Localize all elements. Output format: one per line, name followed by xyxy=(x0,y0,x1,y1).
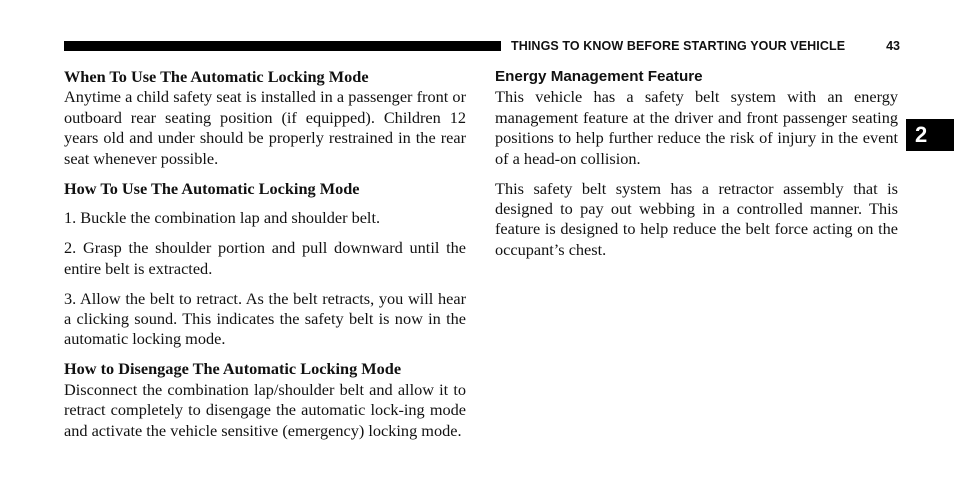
header-rule xyxy=(64,41,501,51)
how-heading: How To Use The Automatic Locking Mode xyxy=(64,178,360,198)
page-number: 43 xyxy=(886,39,900,53)
when-heading: When To Use The Automatic Locking Mode xyxy=(64,67,369,86)
chapter-tab: 2 xyxy=(906,119,954,151)
step-1: 1. Buckle the combination lap and shoulder belt. xyxy=(64,208,381,228)
step-3: 3. Allow the belt to retract. As the belt retracts, you will hear a clicking sound. This indicates the safety belt is now in the automatic locking mode. xyxy=(64,288,466,349)
step-2: 2. Grasp the shoulder portion and pull downward until the entire belt is extracted. xyxy=(64,238,466,278)
running-header: THINGS TO KNOW BEFORE STARTING YOUR VEHICLE xyxy=(511,39,846,53)
when-body: Anytime a child safety seat is installed in a passenger front or outboard rear seating position (if equipped). Children 12 years old and under should be properly restrained in the rear seat whenever possible. xyxy=(64,87,466,168)
right-column xyxy=(495,67,898,260)
energy-heading: Energy Management Feature xyxy=(495,68,703,85)
energy-body-1: This vehicle has a safety belt system with an energy management feature at the driver and front passenger seating positions to help further reduce the risk of injury in the event of a head-on collision. xyxy=(495,87,898,168)
disengage-body: Disconnect the combination lap/shoulder belt and allow it to retract completely to disengage the automatic lock-ing mode and activate the vehicle sensitive (emergency) locking mode. xyxy=(64,379,466,440)
disengage-heading: How to Disengage The Automatic Locking Mode xyxy=(64,359,402,379)
energy-body-2: This safety belt system has a retractor assembly that is designed to pay out webbing in a controlled manner. This feature is designed to help reduce the belt force acting on the occupant’s chest. xyxy=(495,178,898,259)
left-column xyxy=(64,67,466,441)
